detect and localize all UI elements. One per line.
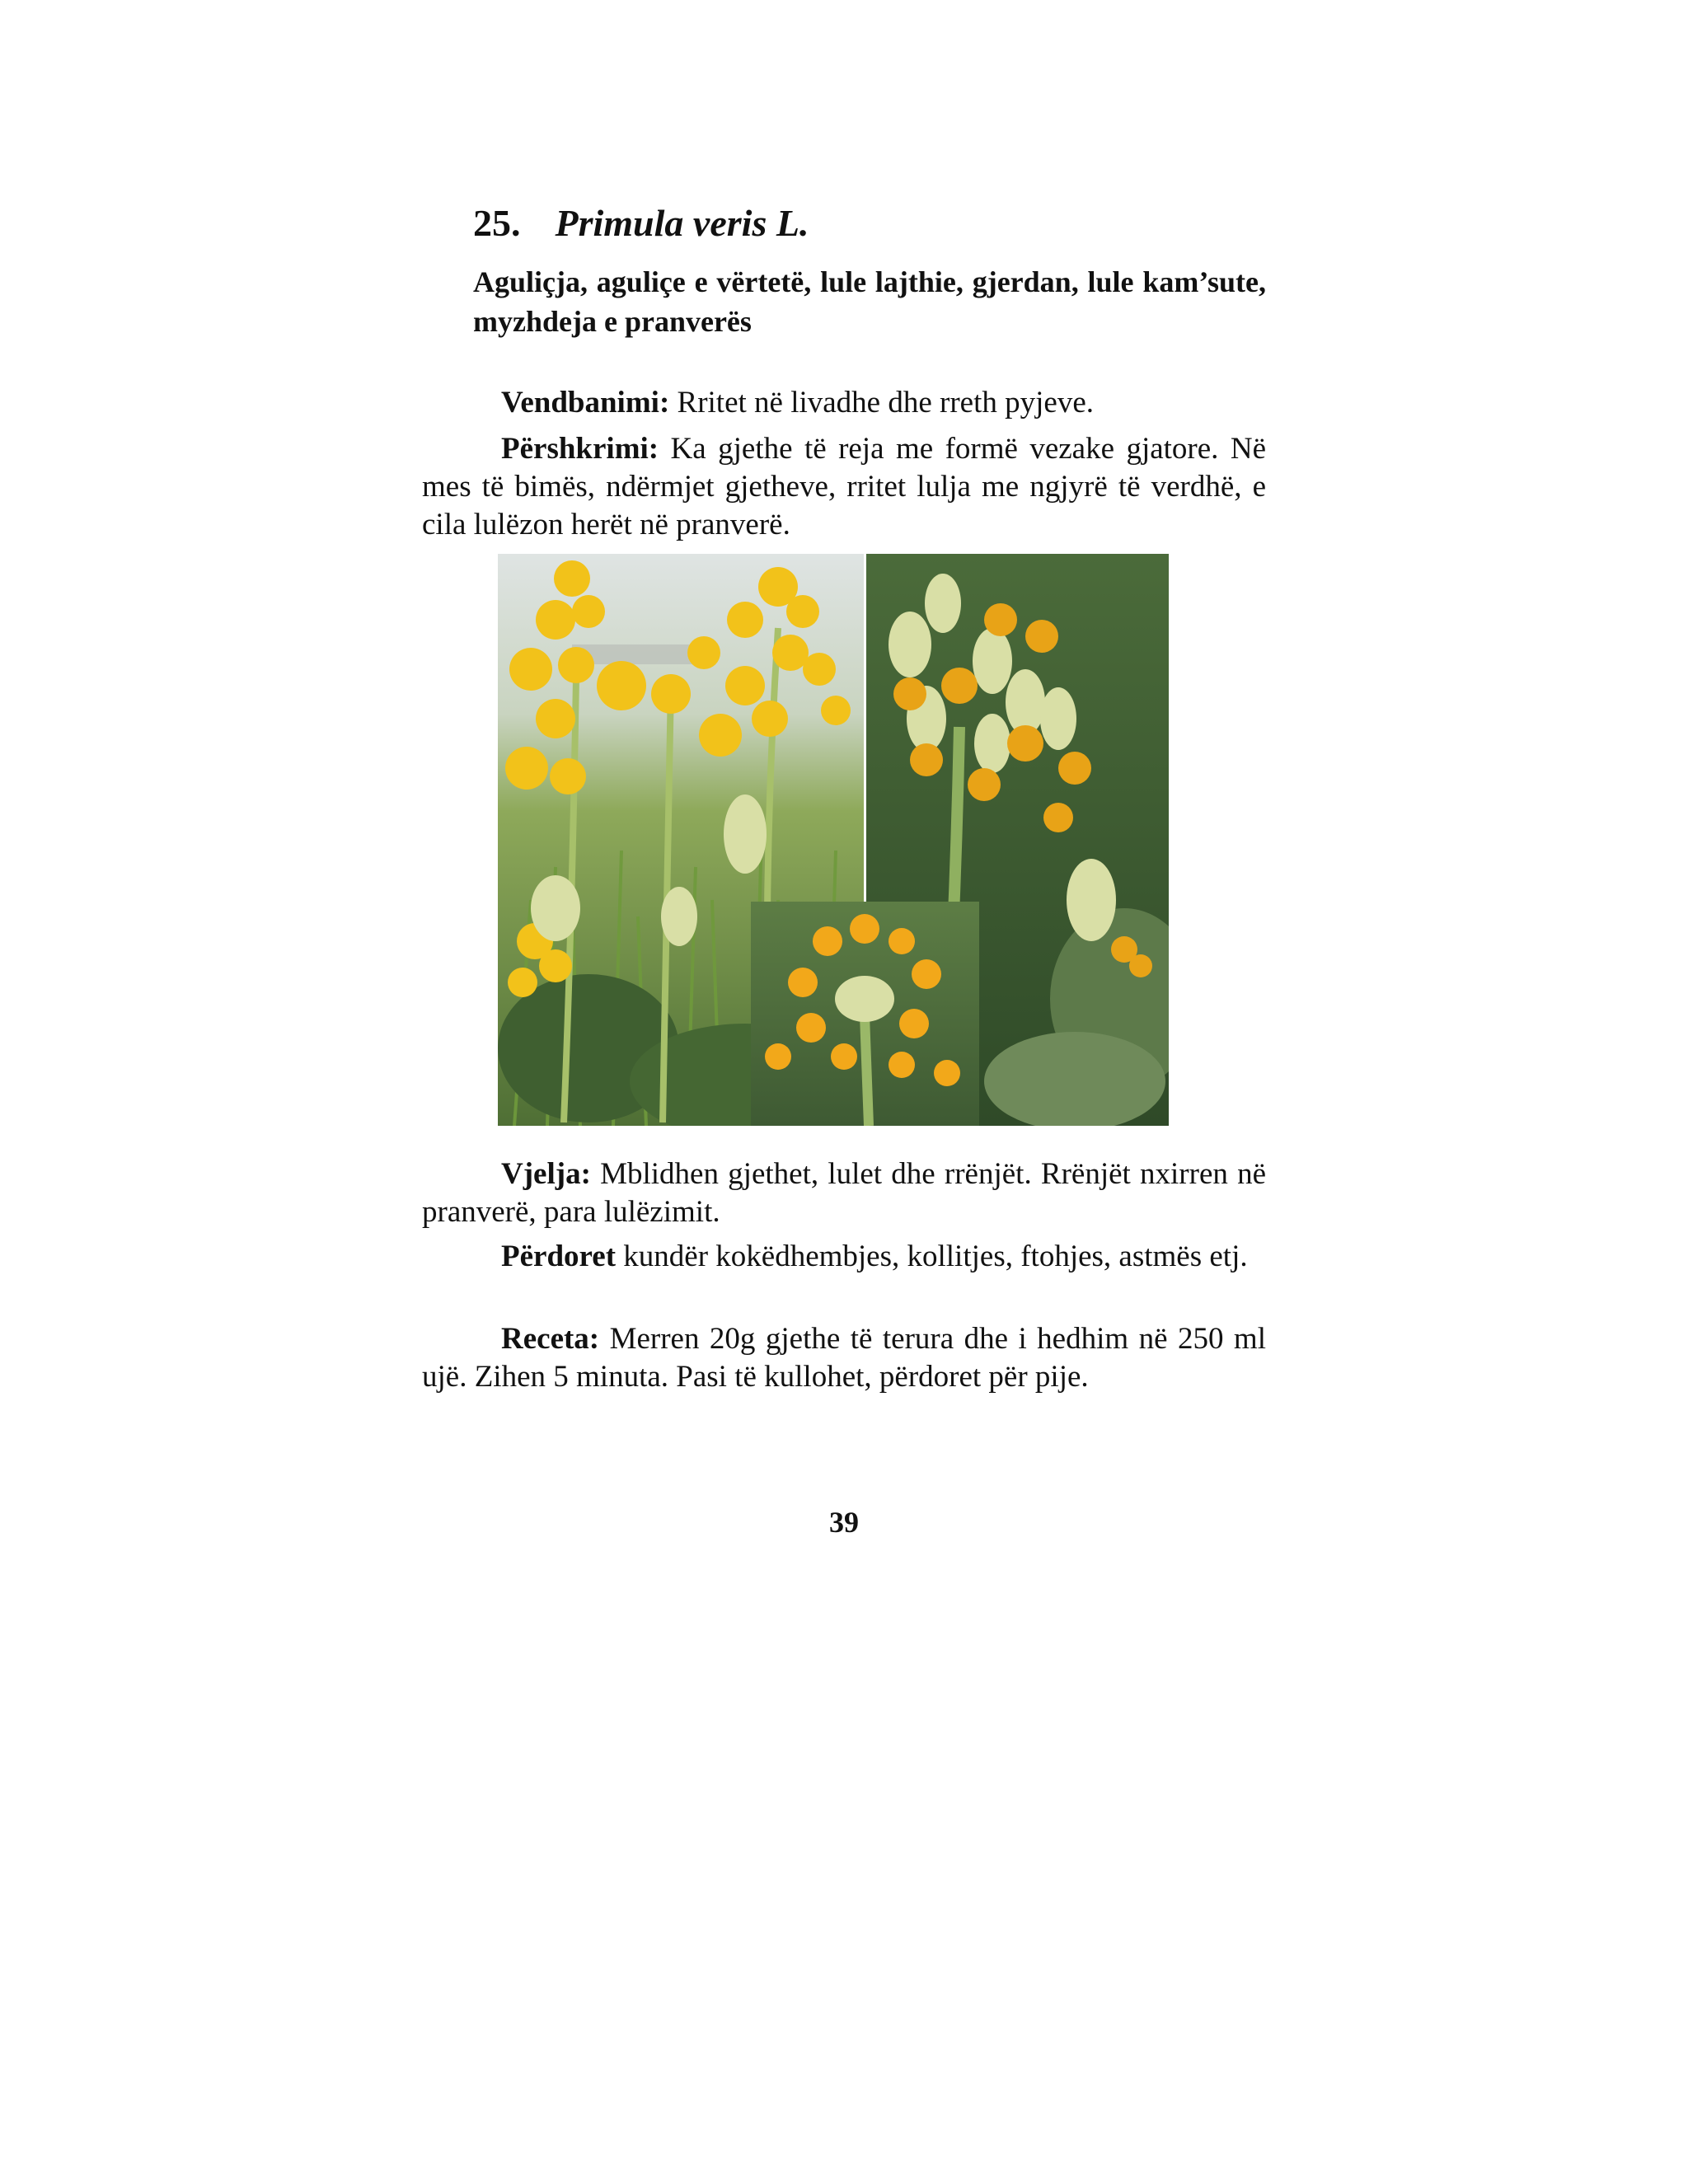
- harvest-label: Vjelja:: [501, 1157, 591, 1191]
- harvest-paragraph: [422, 1155, 1266, 1231]
- species-title: [473, 201, 809, 245]
- usage-text: kundër kokëdhembjes, kollitjes, ftohjes, astmës etj.: [616, 1240, 1248, 1273]
- habitat-label: Vendbanimi:: [501, 386, 670, 419]
- inset-photo-closeup: [751, 902, 979, 1126]
- description-paragraph: [422, 430, 1266, 544]
- recipe-label: Receta:: [501, 1322, 600, 1356]
- harvest-text: Mblidhen gjethet, lulet dhe rrënjët. Rrënjët nxirren në pranverë, para lulëzimit.: [422, 1157, 1266, 1229]
- common-names: Aguliçja, aguliçe e vërtetë, lule lajthie, gjerdan, lule kam’sute, myzhdeja e pranverës: [473, 265, 1266, 338]
- scientific-name: Primula veris L.: [555, 202, 809, 244]
- habitat-text: Rritet në livadhe dhe rreth pyjeve.: [669, 386, 1094, 419]
- description-label: Përshkrimi:: [501, 432, 659, 466]
- usage-label: Përdoret: [501, 1240, 617, 1273]
- species-number: 25.: [473, 202, 521, 244]
- cowslip-photo-collage: [498, 554, 1169, 1126]
- recipe-text: Merren 20g gjethe të terura dhe i hedhim në 250 ml ujë. Zihen 5 minuta. Pasi të kullohet, përdoret për pije.: [422, 1322, 1266, 1394]
- habitat-paragraph: [422, 384, 1266, 422]
- recipe-paragraph: [422, 1320, 1266, 1396]
- description-text: Ka gjethe të reja me formë vezake gjatore. Në mes të bimës, ndërmjet gjetheve, rritet lulja me ngjyrë të verdhë, e cila lulëzon herët në pranverë.: [422, 432, 1266, 541]
- usage-paragraph: [422, 1238, 1266, 1276]
- page-number: 39: [829, 1506, 859, 1539]
